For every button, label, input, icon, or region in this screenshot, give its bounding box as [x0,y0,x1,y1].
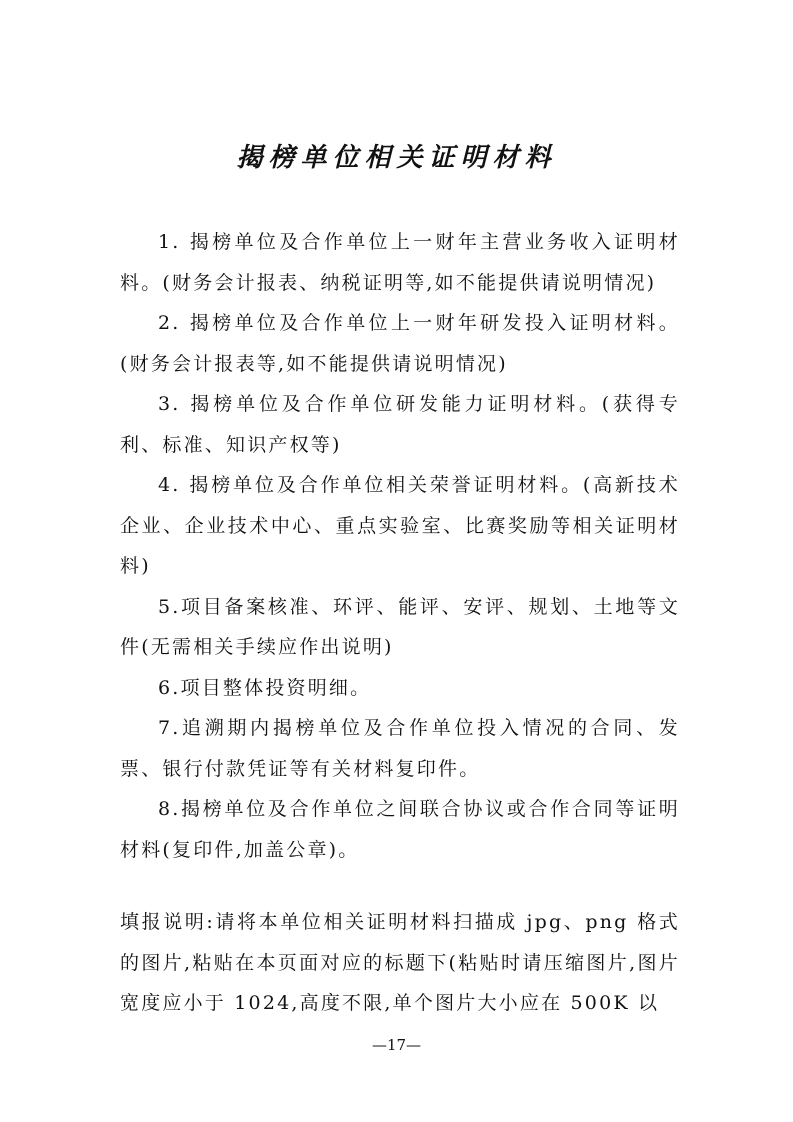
list-item-4: 4. 揭榜单位及合作单位相关荣誉证明材料。(高新技术企业、企业技术中心、重点实验室、比赛奖励等相关证明材料) [120,474,680,577]
document-body [120,222,680,870]
list-item-2: 2. 揭榜单位及合作单位上一财年研发投入证明材料。(财务会计报表等,如不能提供请说明情况) [120,312,680,375]
list-item-7: 7.追溯期内揭榜单位及合作单位投入情况的合同、发票、银行付款凭证等有关材料复印件。 [120,717,680,780]
list-item-3: 3. 揭榜单位及合作单位研发能力证明材料。(获得专利、标准、知识产权等) [120,393,680,456]
list-item-5: 5.项目备案核准、环评、能评、安评、规划、土地等文件(无需相关手续应作出说明) [120,595,680,658]
filling-instructions: 填报说明:请将本单位相关证明材料扫描成 jpg、png 格式的图片,粘贴在本页面对应的标题下(粘贴时请压缩图片,图片宽度应小于 1024,高度不限,单个图片大小应在 500K 以 [120,911,680,1014]
list-item-6: 6.项目整体投资明细。 [158,676,372,699]
list-item-8: 8.揭榜单位及合作单位之间联合协议或合作合同等证明材料(复印件,加盖公章)。 [120,798,680,861]
document-title: 揭榜单位相关证明材料 [236,143,557,173]
list-item-1: 1. 揭榜单位及合作单位上一财年主营业务收入证明材料。(财务会计报表、纳税证明等,如不能提供请说明情况) [120,231,680,294]
page-number: —17— [371,1036,422,1054]
